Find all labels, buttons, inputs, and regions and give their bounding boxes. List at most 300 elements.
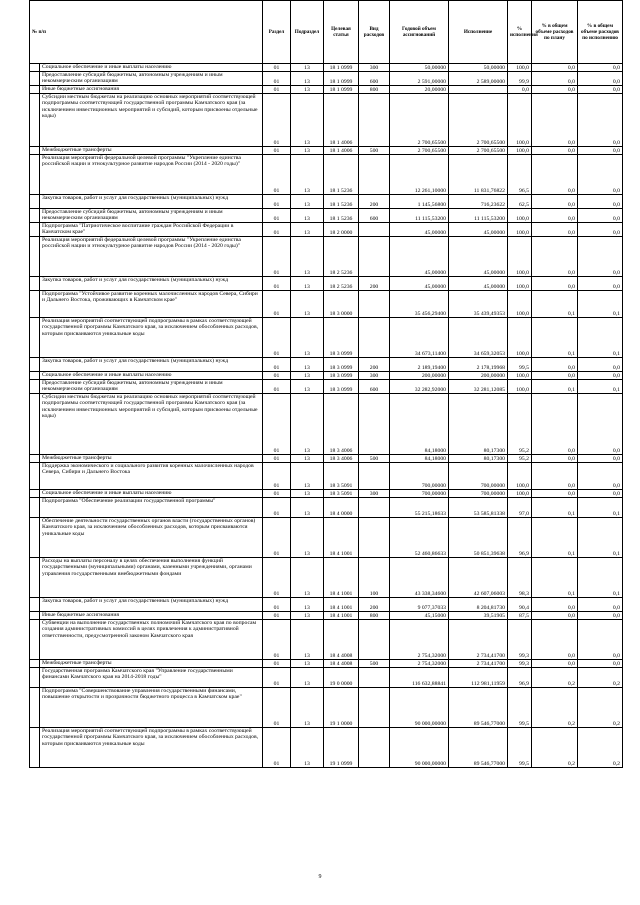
- row-share-execution: 0,0: [578, 455, 623, 463]
- header-share-execution: % в общем объеме расходов по исполнению: [578, 1, 623, 64]
- table-row: [30, 728, 623, 768]
- row-expense-type: 300: [359, 490, 390, 498]
- row-target-article: 18 1 4006: [324, 147, 359, 155]
- row-section: 01: [263, 728, 291, 768]
- row-name: Социальное обеспечение и иные выплаты населению: [40, 64, 263, 72]
- row-section: 01: [263, 64, 291, 72]
- row-share-plan: 0,1: [532, 518, 578, 558]
- row-annual-allocation: 2 700,65500: [390, 147, 449, 155]
- row-number: [30, 668, 40, 688]
- row-share-execution: 0,0: [578, 155, 623, 195]
- table-row: [30, 155, 623, 195]
- row-share-execution: 0,0: [578, 86, 623, 94]
- row-share-plan: 0,0: [532, 86, 578, 94]
- row-section: 01: [263, 518, 291, 558]
- row-section: 01: [263, 612, 291, 620]
- table-row: [30, 318, 623, 358]
- row-share-execution: 0,0: [578, 94, 623, 147]
- row-annual-allocation: 700,00000: [390, 463, 449, 490]
- row-share-execution: 0,0: [578, 660, 623, 668]
- row-subsection: 13: [291, 72, 324, 86]
- row-subsection: 13: [291, 64, 324, 72]
- row-expense-type: 600: [359, 380, 390, 394]
- table-header-row: [30, 1, 623, 64]
- row-share-execution: 0,1: [578, 318, 623, 358]
- row-number: [30, 237, 40, 277]
- header-share-plan: % в общем объеме расходов по плану: [532, 1, 578, 64]
- row-execution: 112 981,11959: [449, 668, 508, 688]
- row-subsection: 13: [291, 372, 324, 380]
- row-number: [30, 86, 40, 94]
- row-subsection: 13: [291, 558, 324, 598]
- row-target-article: 18 3 0999: [324, 358, 359, 372]
- row-expense-type: [359, 223, 390, 237]
- row-share-plan: 0,0: [532, 72, 578, 86]
- row-execution: [449, 86, 508, 94]
- row-share-execution: 0,1: [578, 291, 623, 318]
- row-subsection: 13: [291, 155, 324, 195]
- row-execution: 80,17300: [449, 394, 508, 455]
- row-target-article: 18 1 4006: [324, 94, 359, 147]
- row-number: [30, 688, 40, 728]
- row-target-article: 18 1 5236: [324, 195, 359, 209]
- row-expense-type: 800: [359, 612, 390, 620]
- row-expense-type: [359, 94, 390, 147]
- row-name: Социальное обеспечение и иные выплаты населению: [40, 372, 263, 380]
- row-annual-allocation: 2 754,32000: [390, 620, 449, 660]
- row-execution: 50,00000: [449, 64, 508, 72]
- row-execution-percent: 96,9: [508, 668, 532, 688]
- row-share-plan: 0,0: [532, 620, 578, 660]
- row-expense-type: [359, 291, 390, 318]
- row-name: Реализация мероприятий федеральной целевой программы "Укрепление единства российской нации и этнокультурное развитие народов России (2014 - 2020 годы)": [40, 155, 263, 195]
- row-section: 01: [263, 94, 291, 147]
- row-target-article: 19 0 0000: [324, 668, 359, 688]
- row-target-article: 18 3 5091: [324, 463, 359, 490]
- row-section: 01: [263, 195, 291, 209]
- row-subsection: 13: [291, 223, 324, 237]
- row-share-plan: 0,0: [532, 155, 578, 195]
- row-execution: 200,00000: [449, 372, 508, 380]
- row-share-plan: 0,0: [532, 612, 578, 620]
- row-share-plan: 0,0: [532, 277, 578, 291]
- row-expense-type: [359, 463, 390, 490]
- row-subsection: 13: [291, 620, 324, 660]
- row-share-plan: 0,1: [532, 318, 578, 358]
- row-execution-percent: 100,0: [508, 237, 532, 277]
- row-share-plan: 0,0: [532, 209, 578, 223]
- row-share-execution: 0,1: [578, 498, 623, 518]
- row-subsection: 13: [291, 277, 324, 291]
- row-expense-type: [359, 498, 390, 518]
- row-expense-type: 300: [359, 64, 390, 72]
- row-annual-allocation: 84,18000: [390, 394, 449, 455]
- row-share-plan: 0,1: [532, 291, 578, 318]
- header-section: Раздел: [263, 1, 291, 64]
- table-row: [30, 394, 623, 455]
- row-annual-allocation: 32 282,92000: [390, 380, 449, 394]
- row-target-article: 18 3 4006: [324, 394, 359, 455]
- row-share-plan: 0,0: [532, 223, 578, 237]
- row-annual-allocation: 35 456,29400: [390, 291, 449, 318]
- row-subsection: 13: [291, 498, 324, 518]
- row-target-article: 18 2 5236: [324, 277, 359, 291]
- header-execution: Исполнение: [449, 1, 508, 64]
- row-share-execution: 0,0: [578, 223, 623, 237]
- row-share-execution: 0,0: [578, 147, 623, 155]
- row-name: Закупка товаров, работ и услуг для государственных (муниципальных) нужд: [40, 598, 263, 612]
- row-subsection: 13: [291, 728, 324, 768]
- row-number: [30, 277, 40, 291]
- row-name: Иные бюджетные ассигнования: [40, 86, 263, 94]
- row-annual-allocation: 2 754,32000: [390, 660, 449, 668]
- row-number: [30, 620, 40, 660]
- row-number: [30, 94, 40, 147]
- row-annual-allocation: 52 460,86633: [390, 518, 449, 558]
- row-execution-percent: 100,0: [508, 490, 532, 498]
- row-expense-type: 500: [359, 147, 390, 155]
- row-subsection: 13: [291, 455, 324, 463]
- row-execution-percent: 99,5: [508, 358, 532, 372]
- row-execution: 11 831,76822: [449, 155, 508, 195]
- row-execution-percent: 96,9: [508, 518, 532, 558]
- row-subsection: 13: [291, 668, 324, 688]
- row-target-article: 18 3 0999: [324, 318, 359, 358]
- row-name: Межбюджетные трансферты: [40, 660, 263, 668]
- row-execution: 11 115,53200: [449, 209, 508, 223]
- row-name: Социальное обеспечение и иные выплаты населению: [40, 490, 263, 498]
- header-target-article: Целевая статья: [324, 1, 359, 64]
- row-execution-percent: 95,2: [508, 394, 532, 455]
- row-execution-percent: 87,5: [508, 612, 532, 620]
- row-subsection: 13: [291, 490, 324, 498]
- row-share-execution: 0,2: [578, 668, 623, 688]
- row-target-article: 18 4 4008: [324, 620, 359, 660]
- row-section: 01: [263, 498, 291, 518]
- row-share-execution: 0,0: [578, 72, 623, 86]
- table-row: [30, 64, 623, 72]
- row-name: Поддержка экономического и социального развития коренных малочисленных народов Севера, Сибири и Дальнего Востока: [40, 463, 263, 490]
- row-expense-type: 600: [359, 72, 390, 86]
- row-annual-allocation: 55 215,18633: [390, 498, 449, 518]
- row-execution-percent: 100,0: [508, 463, 532, 490]
- row-execution: 39,51905: [449, 612, 508, 620]
- row-share-plan: 0,0: [532, 660, 578, 668]
- row-section: 01: [263, 209, 291, 223]
- row-expense-type: [359, 155, 390, 195]
- row-number: [30, 358, 40, 372]
- row-target-article: 19 1 0999: [324, 728, 359, 768]
- table-row: [30, 291, 623, 318]
- row-target-article: 18 4 1001: [324, 558, 359, 598]
- row-section: 01: [263, 455, 291, 463]
- row-number: [30, 728, 40, 768]
- row-expense-type: [359, 518, 390, 558]
- row-execution: 2 734,41700: [449, 620, 508, 660]
- header-number: № п/п: [30, 1, 263, 64]
- row-annual-allocation: 50,00000: [390, 64, 449, 72]
- row-number: [30, 612, 40, 620]
- row-subsection: 13: [291, 394, 324, 455]
- row-execution: 50 851,39638: [449, 518, 508, 558]
- row-section: 01: [263, 660, 291, 668]
- row-expense-type: [359, 237, 390, 277]
- row-execution-percent: 99,5: [508, 728, 532, 768]
- row-execution-percent: 62,5: [508, 195, 532, 209]
- row-number: [30, 372, 40, 380]
- row-annual-allocation: 11 115,53200: [390, 209, 449, 223]
- row-execution-percent: 0,0: [508, 86, 532, 94]
- row-number: [30, 518, 40, 558]
- row-execution-percent: 100,0: [508, 291, 532, 318]
- header-annual-allocation: Годовой объем ассигнований: [390, 1, 449, 64]
- row-execution: 2 700,65500: [449, 147, 508, 155]
- row-annual-allocation: 1 145,56800: [390, 195, 449, 209]
- row-subsection: 13: [291, 209, 324, 223]
- row-expense-type: [359, 688, 390, 728]
- row-execution-percent: 99,9: [508, 72, 532, 86]
- row-execution-percent: 100,0: [508, 209, 532, 223]
- row-share-execution: 0,0: [578, 372, 623, 380]
- row-name: Реализация мероприятий федеральной целевой программы "Укрепление единства российской нации и этнокультурное развитие народов России (2014 - 2020 годы)": [40, 237, 263, 277]
- row-name: Государственная программа Камчатского края "Управление государственными финансами Камчатского края на 2014-2018 годы": [40, 668, 263, 688]
- row-subsection: 13: [291, 358, 324, 372]
- row-expense-type: [359, 394, 390, 455]
- row-execution-percent: 99,3: [508, 660, 532, 668]
- row-share-plan: 0,0: [532, 195, 578, 209]
- row-target-article: 18 2 5236: [324, 237, 359, 277]
- row-section: 01: [263, 358, 291, 372]
- row-share-execution: 0,0: [578, 358, 623, 372]
- row-share-plan: 0,2: [532, 728, 578, 768]
- row-execution-percent: 90,4: [508, 598, 532, 612]
- row-number: [30, 380, 40, 394]
- page-number: 9: [318, 874, 322, 880]
- table-row: [30, 660, 623, 668]
- table-row: [30, 688, 623, 728]
- row-name: Субсидии местным бюджетам на реализацию основных мероприятий соответствующей подпрограммы соответствующей государственной программы Камчатского края (за исключением инвестиционных мероприятий и субсидий, которым присвоены отдельные коды): [40, 394, 263, 455]
- row-execution: 42 607,06003: [449, 558, 508, 598]
- row-share-plan: 0,0: [532, 490, 578, 498]
- row-section: 01: [263, 372, 291, 380]
- row-name: Субвенции на выполнение государственных полномочий Камчатского края по вопросам создания административных комиссий в целях привлечения к административной ответственности, предусмотренной законом Камчатского края: [40, 620, 263, 660]
- row-annual-allocation: 45,15000: [390, 612, 449, 620]
- row-share-execution: 0,1: [578, 380, 623, 394]
- row-expense-type: 200: [359, 195, 390, 209]
- row-execution-percent: 100,0: [508, 64, 532, 72]
- header-execution-percent: % исполнения: [508, 1, 532, 64]
- row-section: 01: [263, 490, 291, 498]
- row-share-execution: 0,0: [578, 277, 623, 291]
- header-expense-type: Вид расходов: [359, 1, 390, 64]
- row-name: Закупка товаров, работ и услуг для государственных (муниципальных) нужд: [40, 358, 263, 372]
- table-row: [30, 668, 623, 688]
- row-execution: 32 281,12085: [449, 380, 508, 394]
- row-share-execution: 0,0: [578, 209, 623, 223]
- row-name: Иные бюджетные ассигнования: [40, 612, 263, 620]
- row-share-execution: 0,2: [578, 688, 623, 728]
- row-execution-percent: 100,0: [508, 94, 532, 147]
- row-name: Предоставление субсидий бюджетным, автономным учреждениям и иным некоммерческим организациям: [40, 72, 263, 86]
- row-expense-type: [359, 668, 390, 688]
- row-number: [30, 660, 40, 668]
- row-name: Обеспечение деятельности государственных органов власти (государственных органов) Камчатского края, за исключением обособленных расходов, которым присваиваются уникальные коды: [40, 518, 263, 558]
- row-share-execution: 0,0: [578, 463, 623, 490]
- table-row: [30, 195, 623, 209]
- row-name: Подпрограмма "Обеспечение реализации государственной программы": [40, 498, 263, 518]
- row-target-article: 18 1 0999: [324, 86, 359, 94]
- row-number: [30, 490, 40, 498]
- table-row: [30, 380, 623, 394]
- row-number: [30, 598, 40, 612]
- row-target-article: 18 4 1001: [324, 612, 359, 620]
- row-name: Предоставление субсидий бюджетным, автономным учреждениям и иным некоммерческим организациям: [40, 380, 263, 394]
- row-section: 01: [263, 688, 291, 728]
- row-section: 01: [263, 318, 291, 358]
- row-expense-type: 300: [359, 372, 390, 380]
- row-execution: 80,17300: [449, 455, 508, 463]
- row-share-plan: 0,0: [532, 94, 578, 147]
- table-row: [30, 86, 623, 94]
- row-execution-percent: 99,3: [508, 620, 532, 660]
- row-share-plan: 0,0: [532, 463, 578, 490]
- row-share-execution: 0,2: [578, 728, 623, 768]
- row-share-execution: 0,1: [578, 558, 623, 598]
- row-share-plan: 0,2: [532, 688, 578, 728]
- row-expense-type: 600: [359, 209, 390, 223]
- row-share-plan: 0,0: [532, 372, 578, 380]
- row-execution-percent: 100,0: [508, 380, 532, 394]
- row-annual-allocation: 2 591,00000: [390, 72, 449, 86]
- table-row: [30, 372, 623, 380]
- row-execution-percent: 100,0: [508, 147, 532, 155]
- row-share-plan: 0,0: [532, 358, 578, 372]
- table-row: [30, 147, 623, 155]
- row-share-plan: 0,0: [532, 455, 578, 463]
- row-subsection: 13: [291, 147, 324, 155]
- row-annual-allocation: 116 632,88841: [390, 668, 449, 688]
- row-section: 01: [263, 147, 291, 155]
- row-share-execution: 0,0: [578, 612, 623, 620]
- row-section: 01: [263, 558, 291, 598]
- row-annual-allocation: 700,00000: [390, 490, 449, 498]
- row-annual-allocation: 90 000,00000: [390, 728, 449, 768]
- row-target-article: 18 2 0000: [324, 223, 359, 237]
- table-row: [30, 358, 623, 372]
- table-row: [30, 223, 623, 237]
- row-share-execution: 0,0: [578, 237, 623, 277]
- row-name: Подпрограмма "Патриотическое воспитание граждан Российской Федерации в Камчатском крае": [40, 223, 263, 237]
- table-row: [30, 237, 623, 277]
- row-subsection: 13: [291, 463, 324, 490]
- table-row: [30, 518, 623, 558]
- row-execution: 716,23622: [449, 195, 508, 209]
- row-share-plan: 0,0: [532, 598, 578, 612]
- row-execution: 45,00000: [449, 277, 508, 291]
- table-row: [30, 612, 623, 620]
- row-subsection: 13: [291, 660, 324, 668]
- row-execution: 2 178,19968: [449, 358, 508, 372]
- row-annual-allocation: 2 700,65500: [390, 94, 449, 147]
- row-number: [30, 195, 40, 209]
- row-subsection: 13: [291, 518, 324, 558]
- row-section: 01: [263, 598, 291, 612]
- row-execution-percent: 100,0: [508, 318, 532, 358]
- row-section: 01: [263, 72, 291, 86]
- row-subsection: 13: [291, 291, 324, 318]
- row-execution: 89 546,77000: [449, 728, 508, 768]
- row-share-plan: 0,1: [532, 498, 578, 518]
- row-target-article: 18 1 5236: [324, 155, 359, 195]
- row-execution-percent: 97,0: [508, 498, 532, 518]
- row-execution: 89 546,77000: [449, 688, 508, 728]
- row-execution: 34 659,32053: [449, 318, 508, 358]
- row-name: Предоставление субсидий бюджетным, автономным учреждениям и иным некоммерческим организациям: [40, 209, 263, 223]
- row-annual-allocation: 84,18000: [390, 455, 449, 463]
- row-target-article: 18 3 4006: [324, 455, 359, 463]
- row-share-execution: 0,0: [578, 490, 623, 498]
- row-section: 01: [263, 394, 291, 455]
- row-subsection: 13: [291, 612, 324, 620]
- row-name: Расходы на выплаты персоналу в целях обеспечения выполнения функций государственными (муниципальными) органами, казенными учреждениями, органами управления государственными внебюджетными фондами: [40, 558, 263, 598]
- row-number: [30, 394, 40, 455]
- row-subsection: 13: [291, 195, 324, 209]
- row-execution-percent: 96,5: [508, 155, 532, 195]
- row-subsection: 13: [291, 94, 324, 147]
- row-execution: 45,00000: [449, 223, 508, 237]
- row-share-plan: 0,0: [532, 237, 578, 277]
- row-share-plan: 0,2: [532, 668, 578, 688]
- row-number: [30, 64, 40, 72]
- row-target-article: 19 1 0000: [324, 688, 359, 728]
- row-name: Межбюджетные трансферты: [40, 147, 263, 155]
- row-name: Межбюджетные трансферты: [40, 455, 263, 463]
- row-subsection: 13: [291, 86, 324, 94]
- row-number: [30, 147, 40, 155]
- row-name: Закупка товаров, работ и услуг для государственных (муниципальных) нужд: [40, 195, 263, 209]
- row-annual-allocation: 45,00000: [390, 223, 449, 237]
- budget-execution-table: [29, 0, 623, 768]
- row-number: [30, 558, 40, 598]
- table-row: [30, 490, 623, 498]
- row-share-execution: 0,1: [578, 518, 623, 558]
- row-name: Подпрограмма "Устойчивое развитие коренных малочисленных народов Севера, Сибири и Дальнего Востока, проживающих в Камчатском крае": [40, 291, 263, 318]
- row-execution-percent: 100,0: [508, 277, 532, 291]
- row-section: 01: [263, 277, 291, 291]
- row-share-plan: 0,0: [532, 394, 578, 455]
- row-execution-percent: 99,5: [508, 688, 532, 728]
- table-row: [30, 598, 623, 612]
- table-body: [30, 64, 623, 768]
- row-annual-allocation: 20,00000: [390, 86, 449, 94]
- row-execution: 45,00000: [449, 237, 508, 277]
- row-share-execution: 0,0: [578, 195, 623, 209]
- row-execution: 2 700,65500: [449, 94, 508, 147]
- row-expense-type: 800: [359, 86, 390, 94]
- row-target-article: 18 1 5236: [324, 209, 359, 223]
- row-name: Закупка товаров, работ и услуг для государственных (муниципальных) нужд: [40, 277, 263, 291]
- row-execution: 700,00000: [449, 490, 508, 498]
- row-expense-type: [359, 318, 390, 358]
- row-section: 01: [263, 668, 291, 688]
- row-execution-percent: 95,2: [508, 455, 532, 463]
- row-expense-type: [359, 620, 390, 660]
- row-subsection: 13: [291, 380, 324, 394]
- row-name: Подпрограмма "Совершенствование управления государственными финансами, повышение открытости и прозрачности бюджетного процесса в Камчатском крае": [40, 688, 263, 728]
- row-subsection: 13: [291, 237, 324, 277]
- row-section: 01: [263, 155, 291, 195]
- row-annual-allocation: 45,00000: [390, 237, 449, 277]
